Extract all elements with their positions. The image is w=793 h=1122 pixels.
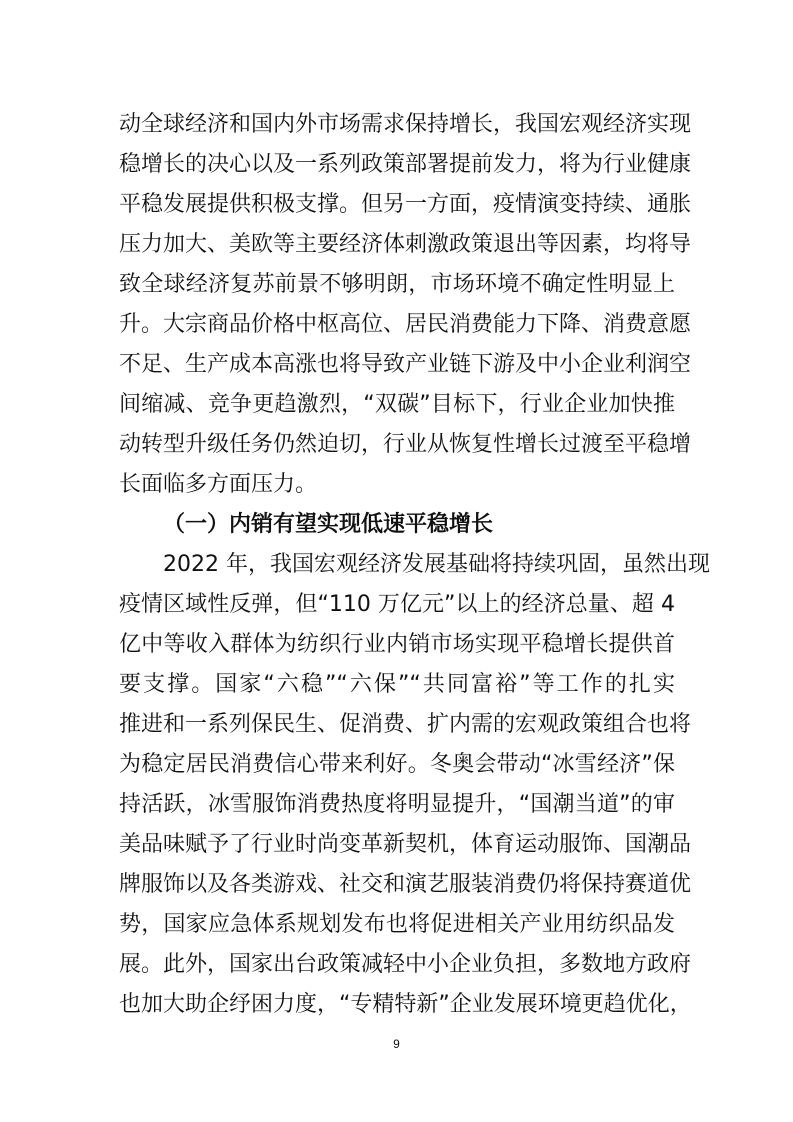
paragraph-line: 动转型升级任务仍然迫切，行业从恢复性增长过渡至平稳增: [119, 432, 692, 457]
paragraph-line: 不足、生产成本高涨也将导致产业链下游及中小企业利润空: [119, 352, 692, 377]
paragraph-line: 致全球经济复苏前景不够明朗，市场环境不确定性明显上: [119, 272, 675, 297]
paragraph-line: 展。此外，国家出台政策减轻中小企业负担，多数地方政府: [119, 952, 692, 977]
paragraph-line: 间缩减、竞争更趋激烈，“双碳”目标下，行业企业加快推: [119, 392, 675, 417]
paragraph-line: 动全球经济和国内外市场需求保持增长，我国宏观经济实现: [119, 112, 692, 137]
paragraph-line: 压力加大、美欧等主要经济体刺激政策退出等因素，均将导: [119, 232, 692, 257]
paragraph-line: 持活跃，冰雪服饰消费热度将明显提升，“国潮当道”的审: [119, 792, 675, 817]
paragraph-line: 亿中等收入群体为纺织行业内销市场实现平稳增长提供首: [119, 632, 675, 657]
paragraph-line: 牌服饰以及各类游戏、社交和演艺服装消费仍将保持赛道优: [119, 872, 692, 897]
paragraph-line: 也加大助企纾困力度，“专精特新”企业发展环境更趋优化，: [119, 992, 692, 1017]
paragraph-line: 推进和一系列保民生、促消费、扩内需的宏观政策组合也将: [119, 712, 692, 737]
paragraph-line: 长面临多方面压力。: [119, 472, 318, 497]
section-heading: （一）内销有望实现低速平稳增长: [163, 512, 494, 537]
paragraph-line: 势，国家应急体系规划发布也将促进相关产业用纺织品发: [119, 912, 675, 937]
paragraph-line: 稳增长的决心以及一系列政策部署提前发力，将为行业健康: [119, 152, 692, 177]
paragraph-line: 平稳发展提供积极支撑。但另一方面，疫情演变持续、通胀: [119, 192, 692, 217]
page-number: 9: [393, 1037, 400, 1051]
paragraph-line: 疫情区域性反弹，但“110 万亿元”以上的经济总量、超 4: [119, 592, 675, 617]
paragraph-line: 要支撑。国家“六稳”“六保”“共同富裕”等工作的扎实: [119, 672, 675, 697]
paragraph-line: 升。大宗商品价格中枢高位、居民消费能力下降、消费意愿: [119, 312, 692, 337]
paragraph-line: 2022 年，我国宏观经济发展基础将持续巩固，虽然出现: [163, 552, 710, 577]
paragraph-line: 为稳定居民消费信心带来利好。冬奥会带动“冰雪经济”保: [119, 752, 675, 777]
paragraph-line: 美品味赋予了行业时尚变革新契机，体育运动服饰、国潮品: [119, 832, 692, 857]
